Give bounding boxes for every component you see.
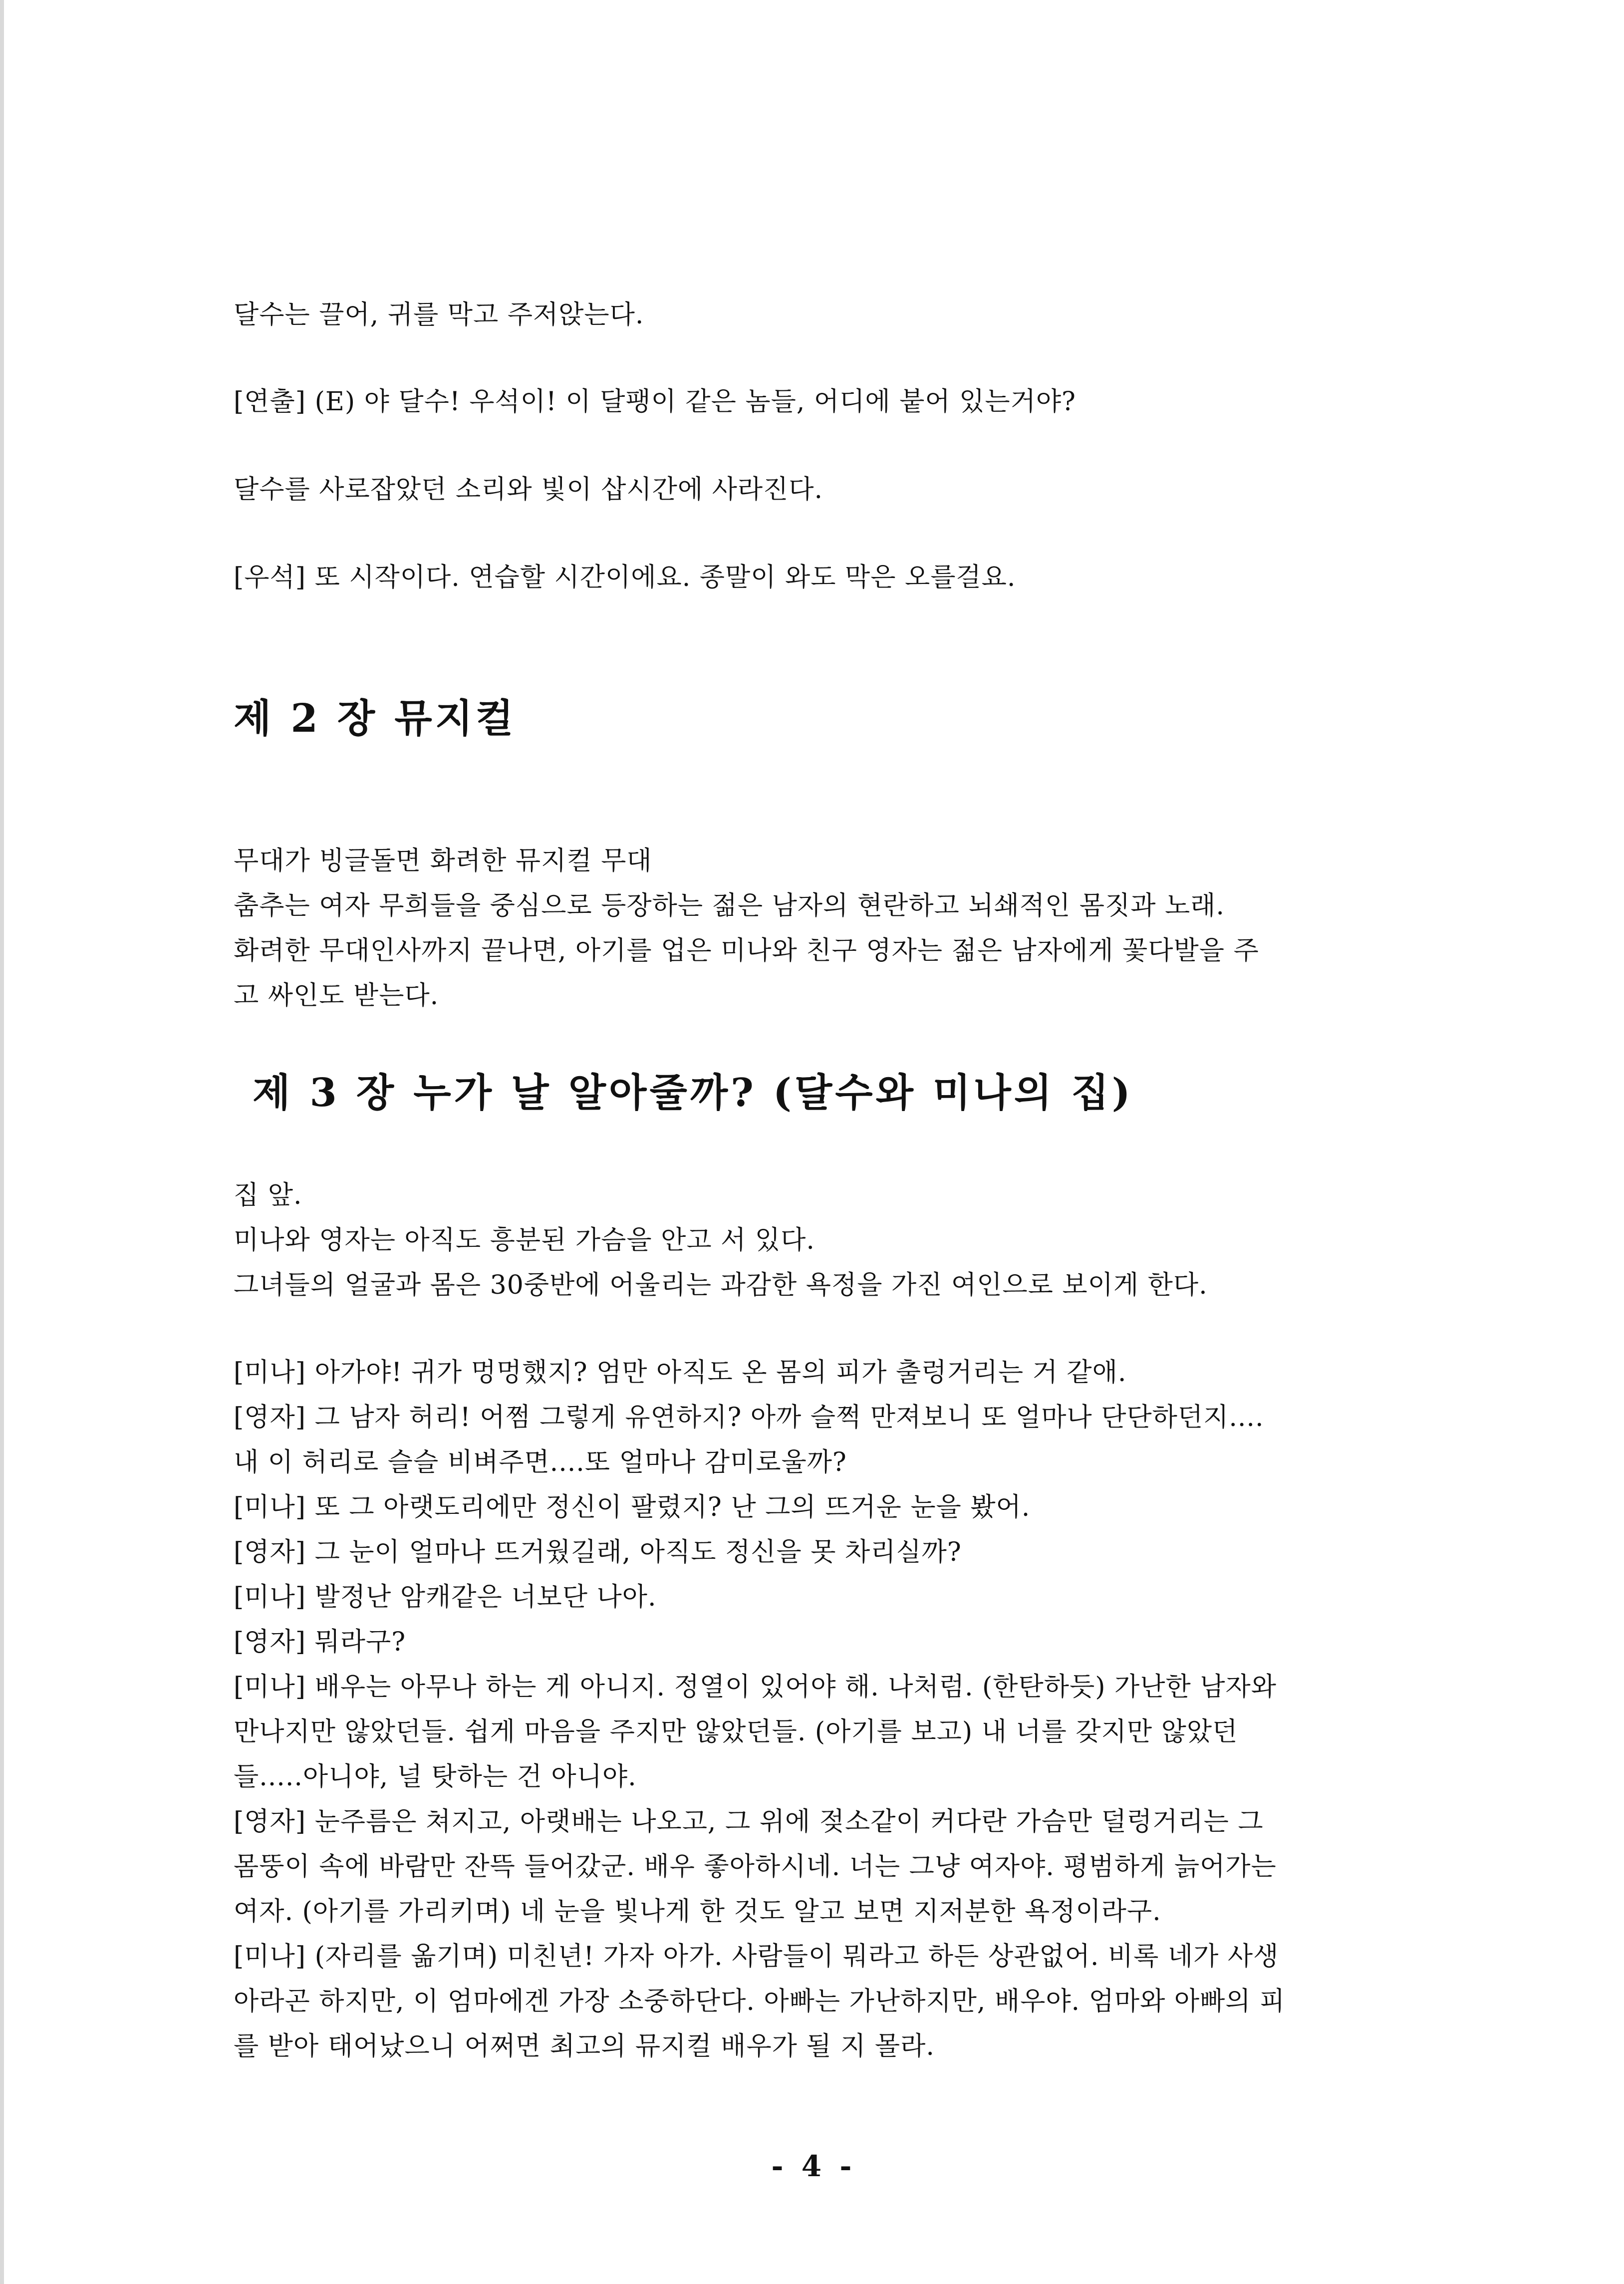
narration-line: 달수는 끌어, 귀를 막고 주저앉는다. [234,300,644,330]
dialogue-line: [영자] 그 눈이 얼마나 뜨거웠길래, 아직도 정신을 못 차리실까? [234,1537,962,1567]
dialogue-line: [영자] 뭐라구? [234,1627,406,1657]
dialogue-line: [우석] 또 시작이다. 연습할 시간이에요. 종말이 와도 막은 오를걸요. [234,563,1016,592]
dialogue-line: 아라곤 하지만, 이 엄마에겐 가장 소중하단다. 아빠는 가난하지만, 배우야. 엄마와 아빠의 피 [234,1987,1286,2016]
stage-direction-line: 집 앞. [234,1180,302,1210]
dialogue-line: 만나지만 않았던들. 쉽게 마음을 주지만 않았던들. (아기를 보고) 내 너를 갖지만 않았던 [234,1717,1238,1747]
dialogue-line: [영자] 눈주름은 쳐지고, 아랫배는 나오고, 그 위에 젖소같이 커다란 가슴만 덜렁거리는 그 [234,1807,1264,1837]
dialogue-line: [영자] 그 남자 허리! 어쩜 그렇게 유연하지? 아까 슬쩍 만져보니 또 얼마나 단단하던지.... [234,1403,1264,1432]
stage-direction-line: 무대가 빙글돌면 화려한 뮤지컬 무대 [234,846,652,876]
dialogue-line: [미나] 아가야! 귀가 멍멍했지? 엄만 아직도 온 몸의 피가 출렁거리는 거 같애. [234,1358,1127,1388]
page-number: - 4 - [771,2149,856,2183]
scan-edge [0,0,4,2284]
dialogue-line: [미나] 또 그 아랫도리에만 정신이 팔렸지? 난 그의 뜨거운 눈을 봤어. [234,1492,1031,1522]
stage-direction-line: 미나와 영자는 아직도 흥분된 가슴을 안고 서 있다. [234,1225,815,1255]
dialogue-line: 를 받아 태어났으니 어쩌면 최고의 뮤지컬 배우가 될 지 몰라. [234,2031,935,2061]
stage-direction-line: 화려한 무대인사까지 끝나면, 아기를 업은 미나와 친구 영자는 젊은 남자에게 꽃다발을 주 [234,936,1259,966]
dialogue-line: [미나] 배우는 아무나 하는 게 아니지. 정열이 있어야 해. 나처럼. (한탄하듯) 가난한 남자와 [234,1672,1277,1702]
dialogue-line: [미나] (자리를 옮기며) 미친년! 가자 아가. 사람들이 뭐라고 하든 상관없어. 비록 네가 사생 [234,1942,1279,1972]
dialogue-line: [연출] (E) 야 달수! 우석이! 이 달팽이 같은 놈들, 어디에 붙어 있는거야? [234,387,1076,417]
dialogue-line: 몸뚱이 속에 바람만 잔뜩 들어갔군. 배우 좋아하시네. 너는 그냥 여자야. 평범하게 늙어가는 [234,1852,1277,1882]
narration-line: 달수를 사로잡았던 소리와 빛이 삽시간에 사라진다. [234,475,823,505]
dialogue-line: 여자. (아기를 가리키며) 네 눈을 빛나게 한 것도 알고 보면 지저분한 욕정이라구. [234,1897,1161,1927]
stage-direction-line: 고 싸인도 받는다. [234,981,439,1011]
stage-direction-line: 그녀들의 얼굴과 몸은 30중반에 어울리는 과감한 욕정을 가진 여인으로 보이게 한다. [234,1270,1208,1300]
dialogue-line: 들.....아니야, 널 탓하는 건 아니야. [234,1762,637,1792]
scene-heading: 제 3 장 누가 날 알아줄까? (달수와 미나의 집) [253,1070,1133,1116]
stage-direction-line: 춤추는 여자 무희들을 중심으로 등장하는 젊은 남자의 현란하고 뇌쇄적인 몸짓과 노래. [234,891,1225,921]
scene-heading: 제 2 장 뮤지컬 [234,696,517,741]
dialogue-line: 내 이 허리로 슬슬 비벼주면....또 얼마나 감미로울까? [234,1447,847,1477]
dialogue-line: [미나] 발정난 암캐같은 너보단 나아. [234,1582,657,1612]
